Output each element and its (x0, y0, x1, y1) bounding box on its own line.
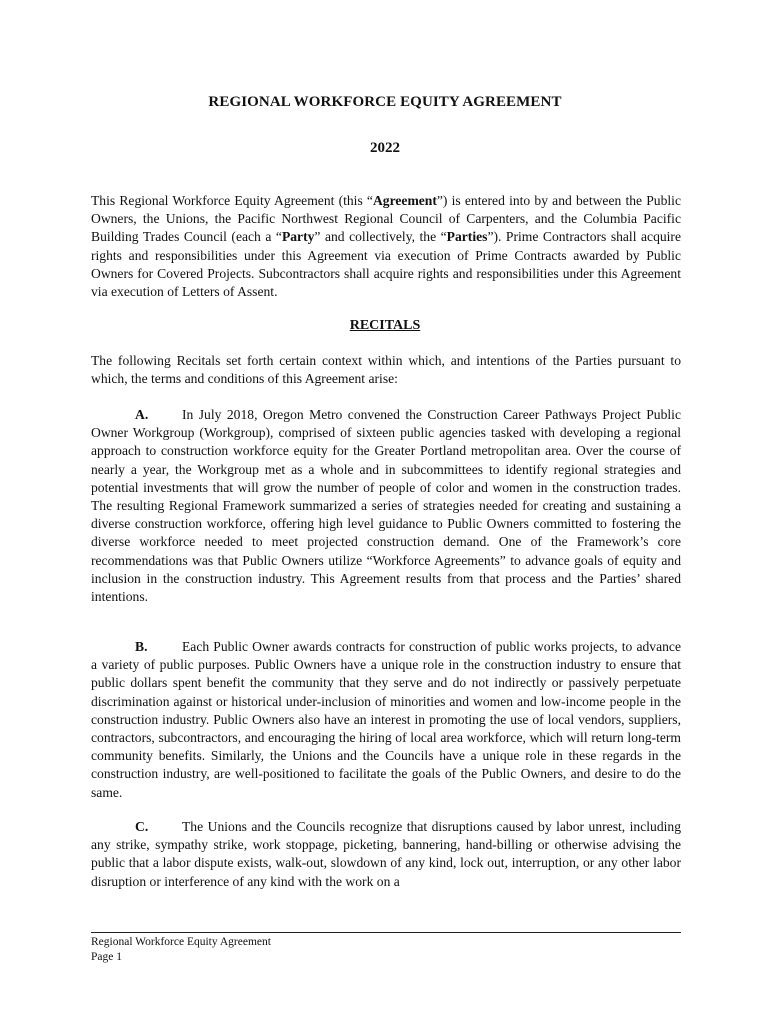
intro-paragraph (91, 192, 681, 301)
recital-a-paragraph (91, 406, 681, 606)
recital-b-paragraph (91, 638, 681, 802)
recital-c-tag: C. (135, 819, 149, 834)
agreement-term: Agreement (372, 193, 437, 208)
recital-c-paragraph (91, 818, 681, 891)
recitals-heading: RECITALS (349, 318, 421, 333)
footer-divider (91, 932, 681, 933)
intro-text-3: ” and collectively, the “ (314, 229, 447, 245)
intro-text-2: ”) is entered into by and between the Public Owners, the Unions, the Pacific Northwest Regional Council of Carpenters, and the Columbia Pacific Building Trades Council (each a “ (91, 193, 681, 245)
party-term: Party (281, 229, 315, 245)
page-footer (91, 935, 271, 965)
footer-document-name: Regional Workforce Equity Agreement (91, 936, 271, 948)
parties-term: Parties (446, 229, 488, 245)
intro-text-4: ”). Prime Contractors shall acquire rights and responsibilities under this Agreement via execution of Prime Contracts awarded by Public Owners for Covered Projects. Subcontractors shall acquire rights and responsibilities under this Agreement via execution of Letters of Assent. (91, 229, 681, 300)
footer-page-number: Page 1 (91, 951, 122, 963)
recital-a-tag: A. (135, 407, 149, 422)
recital-a-text: In July 2018, Oregon Metro convened the Construction Career Pathways Project Public Owner Workgroup (Workgroup), comprised of sixteen public agencies tasked with developing a regional approach to construction workforce equity for the Greater Portland metropolitan area. Over the course of nearly a year, the Workgroup met as a whole and in subcommittees to identify regional strategies and potential investments that will grow the number of people of color and women in the construction trades. The resulting Regional Framework summarized a series of strategies needed for creating and sustaining a diverse construction workforce, offering high level guidance to Public Owners committed to fostering the diverse workforce needed to meet projected construction demand. One of the Framework’s core recommendations was that Public Owners utilize “Workforce Agreements” to advance goals of equity and inclusion in the construction industry. This Agreement results from that process and the Parties’ shared intentions. (91, 407, 681, 605)
recital-c-text: The Unions and the Councils recognize that disruptions caused by labor unrest, including any strike, sympathy strike, work stoppage, picketing, bannering, hand-billing or otherwise advising the public that a labor dispute exists, walk-out, slowdown of any kind, lock out, interruption, or any other labor disruption or interference of any kind with the work on a (91, 819, 681, 889)
recitals-intro-paragraph: The following Recitals set forth certain context within which, and intentions of the Parties pursuant to which, the terms and conditions of this Agreement arise: (91, 353, 681, 387)
recital-b-text: Each Public Owner awards contracts for construction of public works projects, to advance a variety of public purposes. Public Owners have a unique role in the construction industry to ensure that public dollars spent benefit the community that they serve and do not indirectly or passively perpetuate discrimination against or historical under-inclusion of minorities and women and low-income people in the construction industry. Public Owners also have an interest in promoting the use of local vendors, suppliers, contractors, subcontractors, and encouraging the hiring of local area workforce, which will return long-term community benefits. Similarly, the Unions and the Councils have a unique role in these regards in the construction industry, are well-positioned to facilitate the goals of the Public Owners, and desire to do the same. (91, 639, 681, 800)
recital-b-tag: B. (135, 639, 148, 654)
document-title: REGIONAL WORKFORCE EQUITY AGREEMENT (208, 94, 562, 110)
document-year: 2022 (370, 140, 400, 156)
intro-text-1: This Regional Workforce Equity Agreement (this “ (91, 193, 373, 208)
